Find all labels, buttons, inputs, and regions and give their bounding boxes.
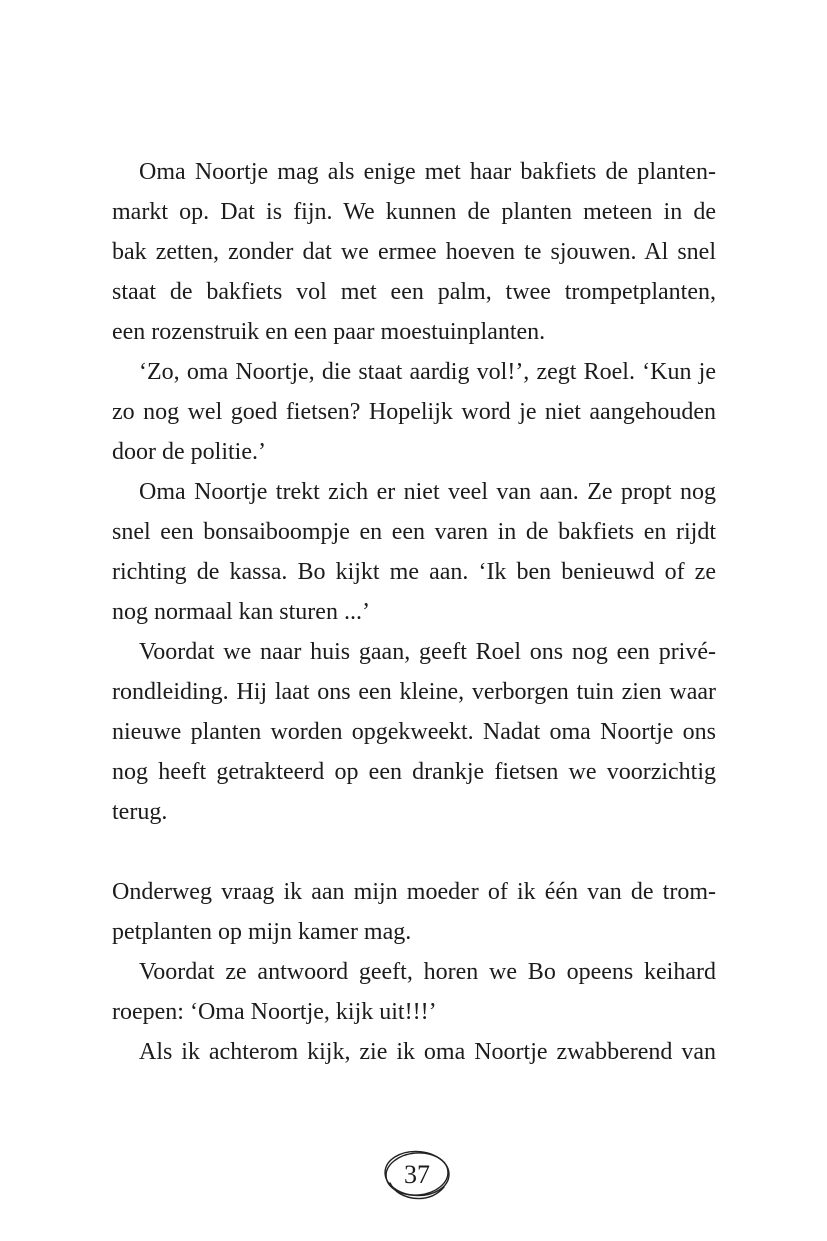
text-line: Als ik achterom kijk, zie ik oma Noortje zwabberend van — [139, 1039, 716, 1065]
paragraph — [112, 872, 716, 952]
text-line: richting de kassa. Bo kijkt me aan. ‘Ik ben benieuwd of ze — [112, 559, 716, 585]
paragraph — [112, 472, 716, 632]
text-line: ‘Zo, oma Noortje, die staat aardig vol!’, zegt Roel. ‘Kun je — [139, 359, 716, 385]
text-line: door de politie.’ — [112, 439, 266, 465]
text-line: roepen: ‘Oma Noortje, kijk uit!!!’ — [112, 999, 437, 1025]
paragraph — [112, 1032, 716, 1072]
body-text — [112, 152, 716, 1072]
text-line: Oma Noortje mag als enige met haar bakfiets de planten- — [139, 159, 716, 185]
text-line: petplanten op mijn kamer mag. — [112, 919, 412, 945]
text-line: zo nog wel goed fietsen? Hopelijk word je niet aangehouden — [112, 399, 716, 425]
text-line: een rozenstruik en een paar moestuinplanten. — [112, 319, 546, 345]
paragraph — [112, 632, 716, 832]
text-line: rondleiding. Hij laat ons een kleine, verborgen tuin zien waar — [112, 679, 716, 705]
paragraph — [112, 952, 716, 1032]
text-line: Voordat we naar huis gaan, geeft Roel ons nog een privé- — [139, 639, 716, 665]
paragraph — [112, 152, 716, 352]
page-number-badge — [382, 1147, 452, 1201]
text-line: snel een bonsaiboompje en een varen in de bakfiets en rijdt — [112, 519, 716, 545]
text-line: Oma Noortje trekt zich er niet veel van aan. Ze propt nog — [139, 479, 716, 505]
text-line: Onderweg vraag ik aan mijn moeder of ik één van de trom- — [112, 879, 716, 905]
text-line: markt op. Dat is fijn. We kunnen de planten meteen in de — [112, 199, 716, 225]
paragraph — [112, 352, 716, 472]
text-line: staat de bakfiets vol met een palm, twee trompetplanten, — [112, 279, 716, 305]
text-line: nog heeft getrakteerd op een drankje fietsen we voorzichtig — [112, 759, 716, 785]
text-line: terug. — [112, 799, 168, 825]
page-number: 37 — [404, 1160, 430, 1189]
text-line: nog normaal kan sturen ...’ — [112, 599, 370, 625]
text-line: bak zetten, zonder dat we ermee hoeven te sjouwen. Al snel — [112, 239, 716, 265]
text-line: nieuwe planten worden opgekweekt. Nadat oma Noortje ons — [112, 719, 716, 745]
text-line: Voordat ze antwoord geeft, horen we Bo opeens keihard — [139, 959, 716, 985]
